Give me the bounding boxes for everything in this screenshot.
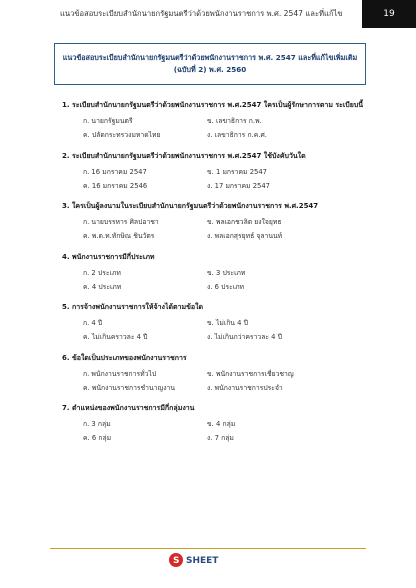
option-c: ค. 6 กลุ่ม — [83, 434, 112, 442]
question-7 — [62, 403, 392, 443]
option-b: ข. พลเอกชวลิต ยงใจยุทธ — [207, 218, 282, 226]
options — [83, 168, 392, 191]
question-5 — [62, 302, 392, 342]
options — [83, 420, 392, 443]
option-a: ก. 4 ปี — [83, 319, 103, 327]
sheet-logo — [168, 550, 248, 570]
option-c: ค. พนักงานราชการชำนาญงาน — [83, 383, 176, 392]
options — [83, 218, 392, 241]
title-line-1: แนวข้อสอบระเบียบสำนักนายกรัฐมนตรีว่าด้วยพนักงานราชการ พ.ศ. 2547 และที่แก้ไขเพิ่มเติม — [62, 53, 358, 62]
option-b: ข. 4 กลุ่ม — [207, 420, 236, 428]
question-list — [62, 100, 392, 454]
option-b: ข. เลขาธิการ ก.พ. — [207, 117, 262, 125]
question-text: 4. พนักงานราชการมีกี่ประเภท — [62, 252, 155, 261]
option-d: ง. เลขาธิการ ก.ค.ศ. — [207, 131, 267, 139]
option-b: ข. 3 ประเภท — [207, 268, 246, 277]
question-text: 5. การจ้างพนักงานราชการให้จ้างได้ตามข้อใด — [62, 303, 204, 311]
option-c: ค. 16 มกราคม 2546 — [83, 181, 148, 190]
question-1 — [62, 100, 392, 140]
options — [83, 319, 392, 342]
question-4 — [62, 252, 392, 292]
option-d: ง. 6 ประเภท — [207, 282, 245, 291]
logo-text: SHEET — [186, 556, 219, 566]
question-text: 7. ตำแหน่งของพนักงานราชการมีกี่กลุ่มงาน — [62, 404, 195, 412]
question-text: 1. ระเบียบสำนักนายกรัฐมนตรีว่าด้วยพนักงานราชการ พ.ศ.2547 ใครเป็นผู้รักษาการตาม ระเบียบนี้ — [62, 101, 364, 109]
question-text: 3. ใครเป็นผู้ลงนามในระเบียบสำนักนายกรัฐมนตรีว่าด้วยพนักงานราชการ พ.ศ.2547 — [62, 202, 319, 210]
option-a: ก. พนักงานราชการทั่วไป — [83, 369, 157, 378]
title-line-2: (ฉบับที่ 2) พ.ศ. 2560 — [173, 65, 247, 74]
footer-divider — [50, 548, 366, 549]
option-b: ข. พนักงานราชการเชี่ยวชาญ — [207, 369, 294, 378]
question-3 — [62, 201, 392, 241]
option-c: ค. พ.ต.ท.ทักษิณ ชินวัตร — [83, 232, 155, 240]
options — [83, 269, 392, 292]
svg-text:S: S — [173, 556, 180, 566]
question-6 — [62, 353, 392, 393]
option-c: ค. 4 ประเภท — [83, 282, 122, 291]
title-box — [54, 43, 366, 85]
option-b: ข. ไม่เกิน 4 ปี — [207, 319, 248, 327]
option-d: ง. ไม่เกินกว่าคราวละ 4 ปี — [207, 333, 282, 341]
question-2 — [62, 151, 392, 191]
option-a: ก. 16 มกราคม 2547 — [83, 167, 147, 176]
question-text: 2. ระเบียบสำนักนายกรัฐมนตรีว่าด้วยพนักงานราชการ พ.ศ.2547 ใช้บังคับวันใด — [62, 151, 306, 160]
option-a: ก. 3 กลุ่ม — [83, 420, 111, 428]
option-a: ก. นายบรรหาร ศิลปอาชา — [83, 218, 159, 226]
option-b: ข. 1 มกราคม 2547 — [207, 167, 268, 176]
option-c: ค. ปลัดกระทรวงมหาดไทย — [83, 131, 161, 139]
option-a: ก. นายกรัฐมนตรี — [83, 117, 133, 125]
running-header: แนวข้อสอบระเบียบสำนักนายกรัฐมนตรีว่าด้วยพนักงานราชการ พ.ศ. 2547 และที่แก้ไข — [60, 9, 343, 18]
options — [83, 117, 392, 140]
page-number: 19 — [383, 9, 395, 19]
option-a: ก. 2 ประเภท — [83, 268, 121, 277]
options — [83, 370, 392, 393]
option-d: ง. 17 มกราคม 2547 — [207, 181, 270, 190]
option-d: ง. พลเอกสุรยุทธ์ จุลานนท์ — [207, 232, 283, 240]
option-c: ค. ไม่เกินคราวละ 4 ปี — [83, 333, 148, 341]
page-number-badge — [362, 0, 416, 28]
option-d: ง. พนักงานราชการประจำ — [207, 383, 283, 392]
question-text: 6. ข้อใดเป็นประเภทของพนักงานราชการ — [62, 353, 187, 362]
option-d: ง. 7 กลุ่ม — [207, 434, 234, 442]
